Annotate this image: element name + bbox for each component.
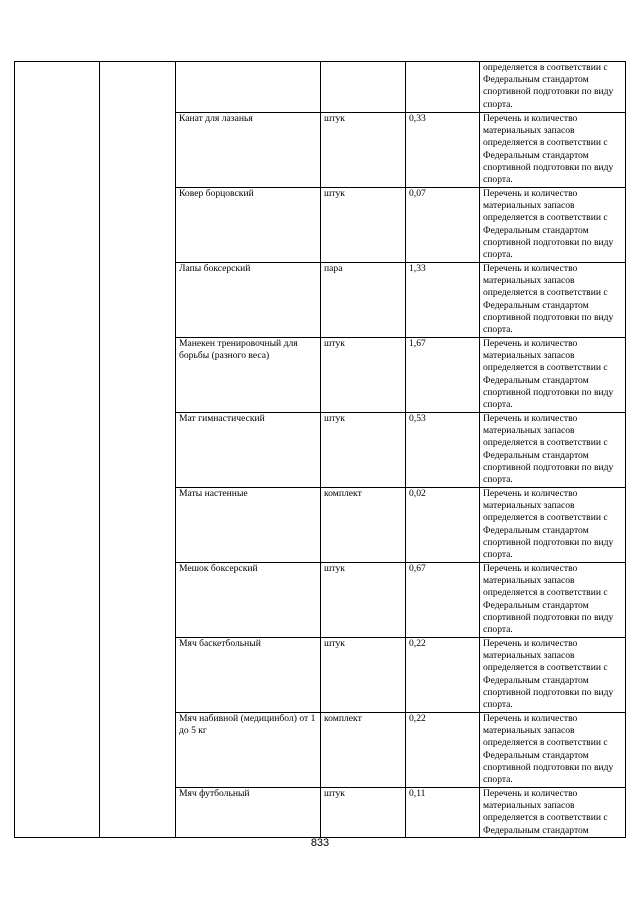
item-name-cell: Мяч футбольный xyxy=(176,788,321,838)
note-cell: Перечень и количество материальных запасов определяется в соответствии с Федеральным стандартом спортивной подготовки по виду спорта. xyxy=(480,638,626,713)
merged-cell-col2 xyxy=(100,62,176,838)
note-cell: Перечень и количество материальных запасов определяется в соответствии с Федеральным стандартом спортивной подготовки по виду спорта. xyxy=(480,488,626,563)
item-name-cell: Лапы боксерский xyxy=(176,263,321,338)
item-name-cell: Маты настенные xyxy=(176,488,321,563)
quantity-cell: 0,53 xyxy=(406,413,480,488)
materials-table xyxy=(14,61,626,838)
quantity-cell: 1,67 xyxy=(406,338,480,413)
unit-cell: штук xyxy=(321,113,406,188)
unit-cell: штук xyxy=(321,638,406,713)
item-name-cell: Мат гимнастический xyxy=(176,413,321,488)
unit-cell: комплект xyxy=(321,488,406,563)
quantity-cell: 1,33 xyxy=(406,263,480,338)
merged-cell-col1 xyxy=(15,62,100,838)
quantity-cell: 0,22 xyxy=(406,638,480,713)
item-name-cell xyxy=(176,62,321,113)
quantity-cell: 0,22 xyxy=(406,713,480,788)
note-cell: Перечень и количество материальных запасов определяется в соответствии с Федеральным стандартом спортивной подготовки по виду спорта. xyxy=(480,338,626,413)
item-name-cell: Мешок боксерский xyxy=(176,563,321,638)
note-cell: определяется в соответствии с Федеральным стандартом спортивной подготовки по виду спорта. xyxy=(480,62,626,113)
item-name-cell: Ковер борцовский xyxy=(176,188,321,263)
unit-cell xyxy=(321,62,406,113)
item-name-cell: Мяч набивной (медицинбол) от 1 до 5 кг xyxy=(176,713,321,788)
quantity-cell: 0,33 xyxy=(406,113,480,188)
unit-cell: штук xyxy=(321,413,406,488)
quantity-cell: 0,02 xyxy=(406,488,480,563)
note-cell: Перечень и количество материальных запасов определяется в соответствии с Федеральным стандартом спортивной подготовки по виду спорта. xyxy=(480,113,626,188)
page-number: 833 xyxy=(310,837,330,849)
unit-cell: комплект xyxy=(321,713,406,788)
note-cell: Перечень и количество материальных запасов определяется в соответствии с Федеральным стандартом спортивной подготовки по виду спорта. xyxy=(480,713,626,788)
note-cell: Перечень и количество материальных запасов определяется в соответствии с Федеральным стандартом спортивной подготовки по виду спорта. xyxy=(480,263,626,338)
item-name-cell: Мяч баскетбольный xyxy=(176,638,321,713)
item-name-cell: Манекен тренировочный для борьбы (разного веса) xyxy=(176,338,321,413)
note-cell: Перечень и количество материальных запасов определяется в соответствии с Федеральным стандартом xyxy=(480,788,626,838)
table-row xyxy=(15,62,626,113)
note-cell: Перечень и количество материальных запасов определяется в соответствии с Федеральным стандартом спортивной подготовки по виду спорта. xyxy=(480,413,626,488)
unit-cell: пара xyxy=(321,263,406,338)
note-cell: Перечень и количество материальных запасов определяется в соответствии с Федеральным стандартом спортивной подготовки по виду спорта. xyxy=(480,188,626,263)
unit-cell: штук xyxy=(321,788,406,838)
note-cell: Перечень и количество материальных запасов определяется в соответствии с Федеральным стандартом спортивной подготовки по виду спорта. xyxy=(480,563,626,638)
quantity-cell xyxy=(406,62,480,113)
unit-cell: штук xyxy=(321,338,406,413)
quantity-cell: 0,11 xyxy=(406,788,480,838)
quantity-cell: 0,67 xyxy=(406,563,480,638)
unit-cell: штук xyxy=(321,188,406,263)
quantity-cell: 0,07 xyxy=(406,188,480,263)
unit-cell: штук xyxy=(321,563,406,638)
item-name-cell: Канат для лазанья xyxy=(176,113,321,188)
